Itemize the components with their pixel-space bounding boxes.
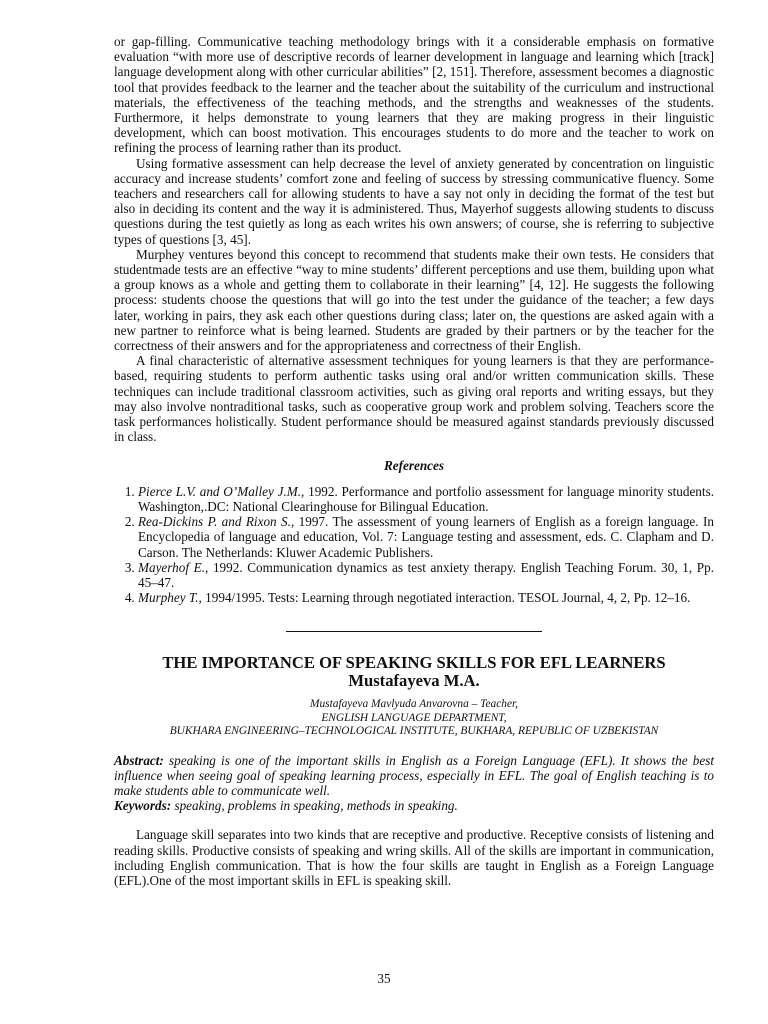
paragraph-2: Using formative assessment can help decrease the level of anxiety generated by concentration on linguistic accuracy and increase students’ comfort zone and feeling of success by stressing communicative fluency. Some teachers and researchers call for allowing students to have a say not only in deciding the format of the test but also in deciding its content and the way it is administered. Thus, Mayerhof suggests allowing students to discuss questions during the test quietly as long as each writes his own answers; of course, she is referring to subjective types of questions [3, 45]. bbox=[114, 155, 714, 247]
reference-author: Rea-Dickins P. and Rixon S. bbox=[138, 514, 291, 530]
reference-item bbox=[138, 590, 714, 605]
keywords-label: Keywords: bbox=[114, 798, 172, 814]
reference-author: Murphey T., bbox=[138, 590, 202, 606]
reference-text: , 1992. Communication dynamics as test anxiety therapy. English Teaching Forum. 30, 1, Pp. 45–47. bbox=[138, 559, 714, 590]
keywords bbox=[114, 798, 714, 813]
references-list bbox=[114, 484, 714, 606]
affiliation-line: BUKHARA ENGINEERING–TECHNOLOGICAL INSTITUTE, BUKHARA, REPUBLIC OF UZBEKISTAN bbox=[169, 725, 659, 738]
references-heading: References bbox=[383, 458, 445, 474]
reference-item bbox=[138, 484, 714, 514]
abstract bbox=[114, 753, 714, 799]
paragraph-4: A final characteristic of alternative assessment techniques for young learners is that they are performance-based, requiring students to perform authentic tasks using oral and/or written communication skills. These techniques can include traditional classroom activities, such as giving oral reports and writing essays, but they may also involve nontraditional tasks, such as cooperative group work and problem solving. Teachers score the task performances holistically. Student performance should be measured against standards previously discussed in class. bbox=[114, 353, 714, 445]
page-content bbox=[114, 34, 714, 888]
abstract-text: speaking is one of the important skills in English as a Foreign Language (EFL). It shows the best influence when seeing goal of speaking learning process, especially in EFL. The goal of English teaching is to make students able to communicate well. bbox=[114, 752, 714, 798]
affiliation-line: ENGLISH LANGUAGE DEPARTMENT, bbox=[321, 711, 507, 724]
reference-text: 1992. Performance and portfolio assessment for language minority students. Washington,.DC: National Clearinghouse for Bilingual Education. bbox=[138, 483, 714, 514]
reference-text: , 1997. The assessment of young learners of English as a foreign language. In Encyclopedia of language and education, Vol. 7: Language testing and assessment, eds. C. Clapham and D. Carson. The Netherlands: Kluwer Academic Publishers. bbox=[138, 514, 714, 560]
article-title: THE IMPORTANCE OF SPEAKING SKILLS FOR EFL LEARNERS bbox=[162, 653, 666, 673]
paragraph-1: or gap-filling. Communicative teaching methodology brings with it a considerable emphasis on formative evaluation “with more use of descriptive records of learner development in language and learning which [track] language development along with other curricular abilities” [2, 151]. Therefore, assessment becomes a diagnostic tool that provides feedback to the learner and the teacher about the suitability of the curriculum and instructional materials, the effectiveness of the teaching methods, and the strengths and weaknesses of the students. Furthermore, it helps demonstrate to young learners that they are making progress in their linguistic development, which can boost motivation. This encourages students to do more and the teacher to work on refining the process of learning rather than its product. bbox=[114, 34, 714, 156]
article-body-paragraph: Language skill separates into two kinds that are receptive and productive. Receptive consists of listening and reading skills. Productive consists of speaking and wring skills. All of the skills are important in communication, including English communication. That is how the four skills are taught in English as a Foreign Language (EFL).One of the most important skills in EFL is speaking skill. bbox=[114, 827, 714, 888]
reference-text: 1994/1995. Tests: Learning through negotiated interaction. TESOL Journal, 4, 2, Pp. 12–16. bbox=[201, 590, 691, 606]
paragraph-3: Murphey ventures beyond this concept to recommend that students make their own tests. He considers that studentmade tests are an effective “way to mine students’ different perceptions and use them, building upon what a group knows as a whole and getting them to collaborate in their learning” [4, 12]. He suggests the following process: students choose the questions that will go into the test under the guidance of the teacher; a few days later, working in pairs, they ask each other questions during class; later on, the questions are asked again with a new partner to reinforce what is being learned. Students are graded by their partners or by the teacher for the correctness of their answers and for the appropriateness and correctness of their English. bbox=[114, 246, 714, 354]
reference-item bbox=[138, 560, 714, 590]
page-number: 35 bbox=[377, 971, 391, 986]
reference-author: Mayerhof E. bbox=[138, 559, 206, 575]
reference-author: Pierce L.V. and O’Malley J.M., bbox=[138, 483, 305, 499]
affiliation-line: Mustafayeva Mavlyuda Anvarovna – Teacher, bbox=[309, 698, 519, 711]
reference-item bbox=[138, 514, 714, 560]
keywords-text: speaking, problems in speaking, methods in speaking. bbox=[171, 798, 458, 814]
section-divider bbox=[286, 631, 542, 632]
abstract-label: Abstract: bbox=[114, 752, 164, 768]
article-author: Mustafayeva M.A. bbox=[348, 671, 480, 691]
